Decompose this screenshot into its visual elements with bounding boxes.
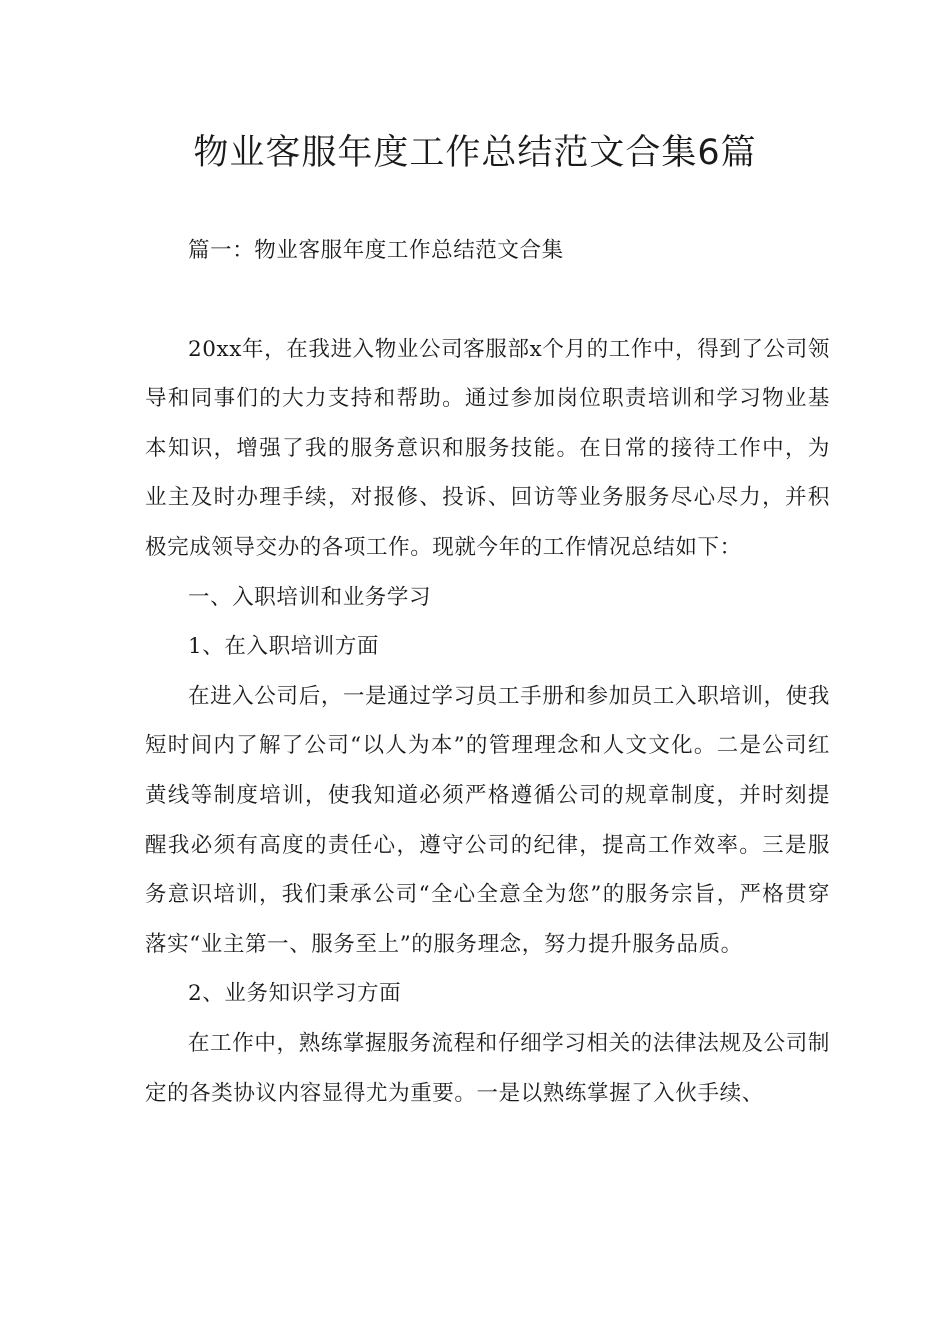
subheading-onboarding: 1、在入职培训方面	[188, 634, 380, 660]
paragraph-intro: 20xx年，在我进入物业公司客服部x个月的工作中，得到了公司领导和同事们的大力支持和帮助。通过参加岗位职责培训和学习物业基本知识，增强了我的服务意识和服务技能。在日常的接待工作中，为业主及时办理手续，对报修、投诉、回访等业务服务尽心尽力，并积极完成领导交办的各项工作。现就今年的工作情况总结如下：	[145, 336, 830, 560]
section-heading: 篇一：物业客服年度工作总结范文合集	[188, 238, 564, 263]
spacer	[145, 276, 830, 325]
paragraph-onboarding: 在进入公司后，一是通过学习员工手册和参加员工入职培训，使我短时间内了解了公司“以人为本”的管理理念和人文文化。二是公司红黄线等制度培训，使我知道必须严格遵循公司的规章制度，并时刻提醒我必须有高度的责任心，遵守公司的纪律，提高工作效率。三是服务意识培训，我们秉承公司“全心全意全为您”的服务宗旨，严格贯穿落实“业主第一、服务至上”的服务理念，努力提升服务品质。	[145, 683, 830, 957]
subheading-business-knowledge: 2、业务知识学习方面	[188, 981, 402, 1007]
paragraph-business-knowledge: 在工作中，熟练掌握服务流程和仔细学习相关的法律法规及公司制定的各类协议内容显得尤为重要。一是以熟练掌握了入伙手续、	[145, 1030, 830, 1106]
heading-onboarding-training: 一、入职培训和业务学习	[188, 584, 432, 610]
document-body	[145, 226, 830, 1118]
document-title: 物业客服年度工作总结范文合集6篇	[193, 133, 757, 173]
